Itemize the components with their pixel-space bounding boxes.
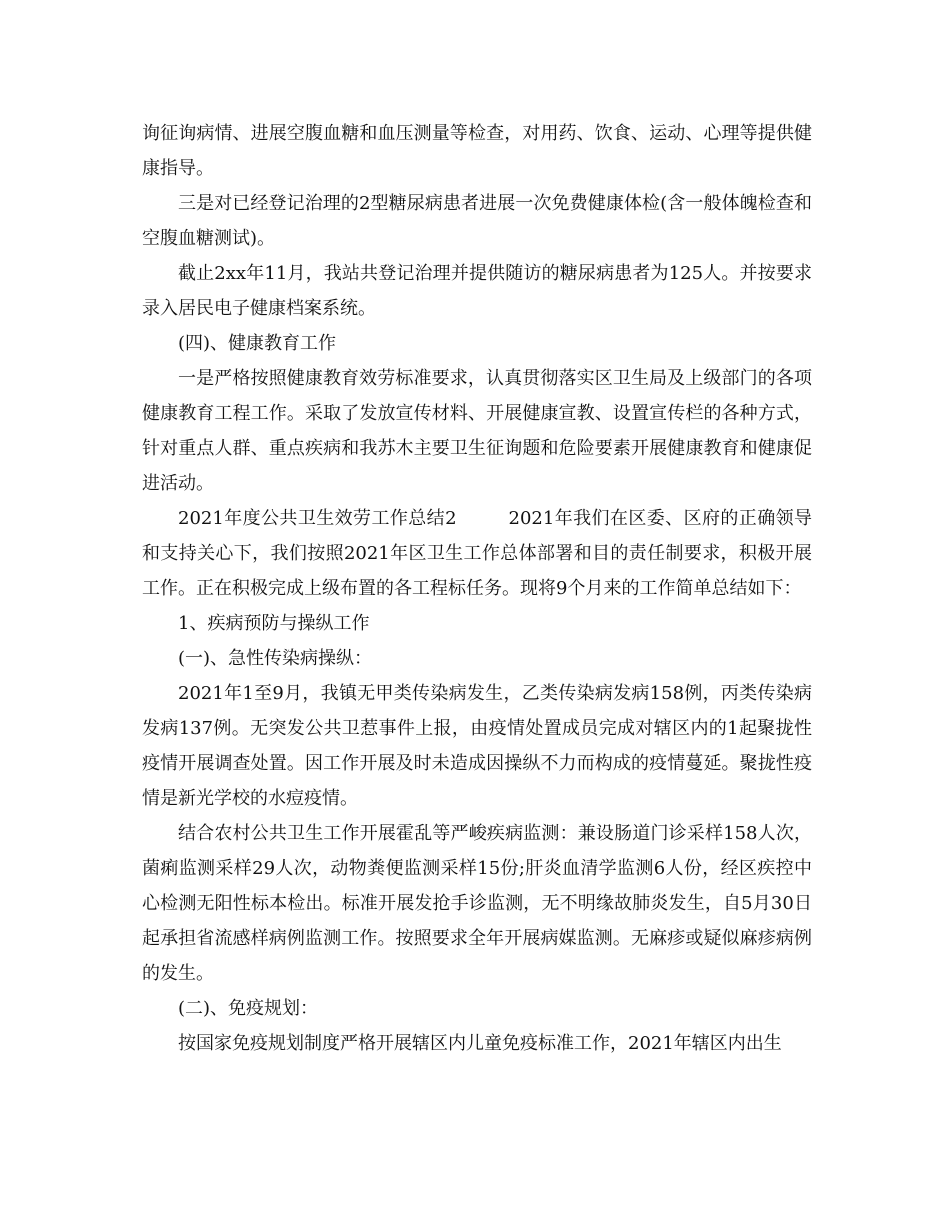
section-heading-immunization: (二)、免疫规划： — [178, 998, 319, 1019]
section-heading-acute-infectious: (一)、急性传染病操纵： — [178, 648, 373, 669]
paragraph-9: 2021年1至9月，我镇无甲类传染病发生，乙类传染病发病158例，丙类传染病发病137例。无突发公共卫惹事件上报，由疫情处置成员完成对辖区内的1起聚拢性疫情开展调查处置。因工作开展及时未造成因操纵不力而构成的疫情蔓延。聚拢性疫情是新光学校的水痘疫情。 — [142, 683, 812, 809]
paragraph-5: 一是严格按照健康教育效劳标准要求，认真贯彻落实区卫生局及上级部门的各项健康教育工程工作。采取了发放宣传材料、开展健康宣教、设置宣传栏的各种方式，针对重点人群、重点疾病和我苏木主要卫生征询题和危险要素开展健康教育和健康促进活动。 — [142, 368, 812, 494]
paragraph-6 — [142, 501, 812, 606]
document-body — [142, 116, 812, 1061]
paragraph-12: 按国家免疫规划制度严格开展辖区内儿童免疫标准工作，2021年辖区内出生 — [178, 1033, 782, 1054]
section-heading-health-education: (四)、健康教育工作 — [178, 333, 337, 354]
paragraph-2: 三是对已经登记治理的2型糖尿病患者进展一次免费健康体检(含一般体魄检查和空腹血糖测试)。 — [142, 193, 812, 249]
section-heading-disease-prevention: 1、疾病预防与操纵工作 — [178, 613, 370, 634]
paragraph-1: 询征询病情、进展空腹血糖和血压测量等检查，对用药、饮食、运动、心理等提供健康指导。 — [142, 123, 812, 179]
summary-title: 2021年度公共卫生效劳工作总结2 — [178, 508, 457, 529]
paragraph-10: 结合农村公共卫生工作开展霍乱等严峻疾病监测：兼设肠道门诊采样158人次，菌痢监测采样29人次，动物粪便监测采样15份;肝炎血清学监测6人份，经区疾控中心检测无阳性标本检出。标准开展发抢手诊监测，无不明缘故肺炎发生，自5月30日起承担省流感样病例监测工作。按照要求全年开展病媒监测。无麻疹或疑似麻疹病例的发生。 — [142, 823, 812, 984]
paragraph-3: 截止2xx年11月，我站共登记治理并提供随访的糖尿病患者为125人。并按要求录入居民电子健康档案系统。 — [142, 263, 812, 319]
summary-intro: 2021年我们在区委、区府的正确领导和支持关心下，我们按照2021年区卫生工作总体部署和目的责任制要求，积极开展工作。正在积极完成上级布置的各工程标任务。现将9个月来的工作简单总结如下： — [142, 508, 813, 599]
